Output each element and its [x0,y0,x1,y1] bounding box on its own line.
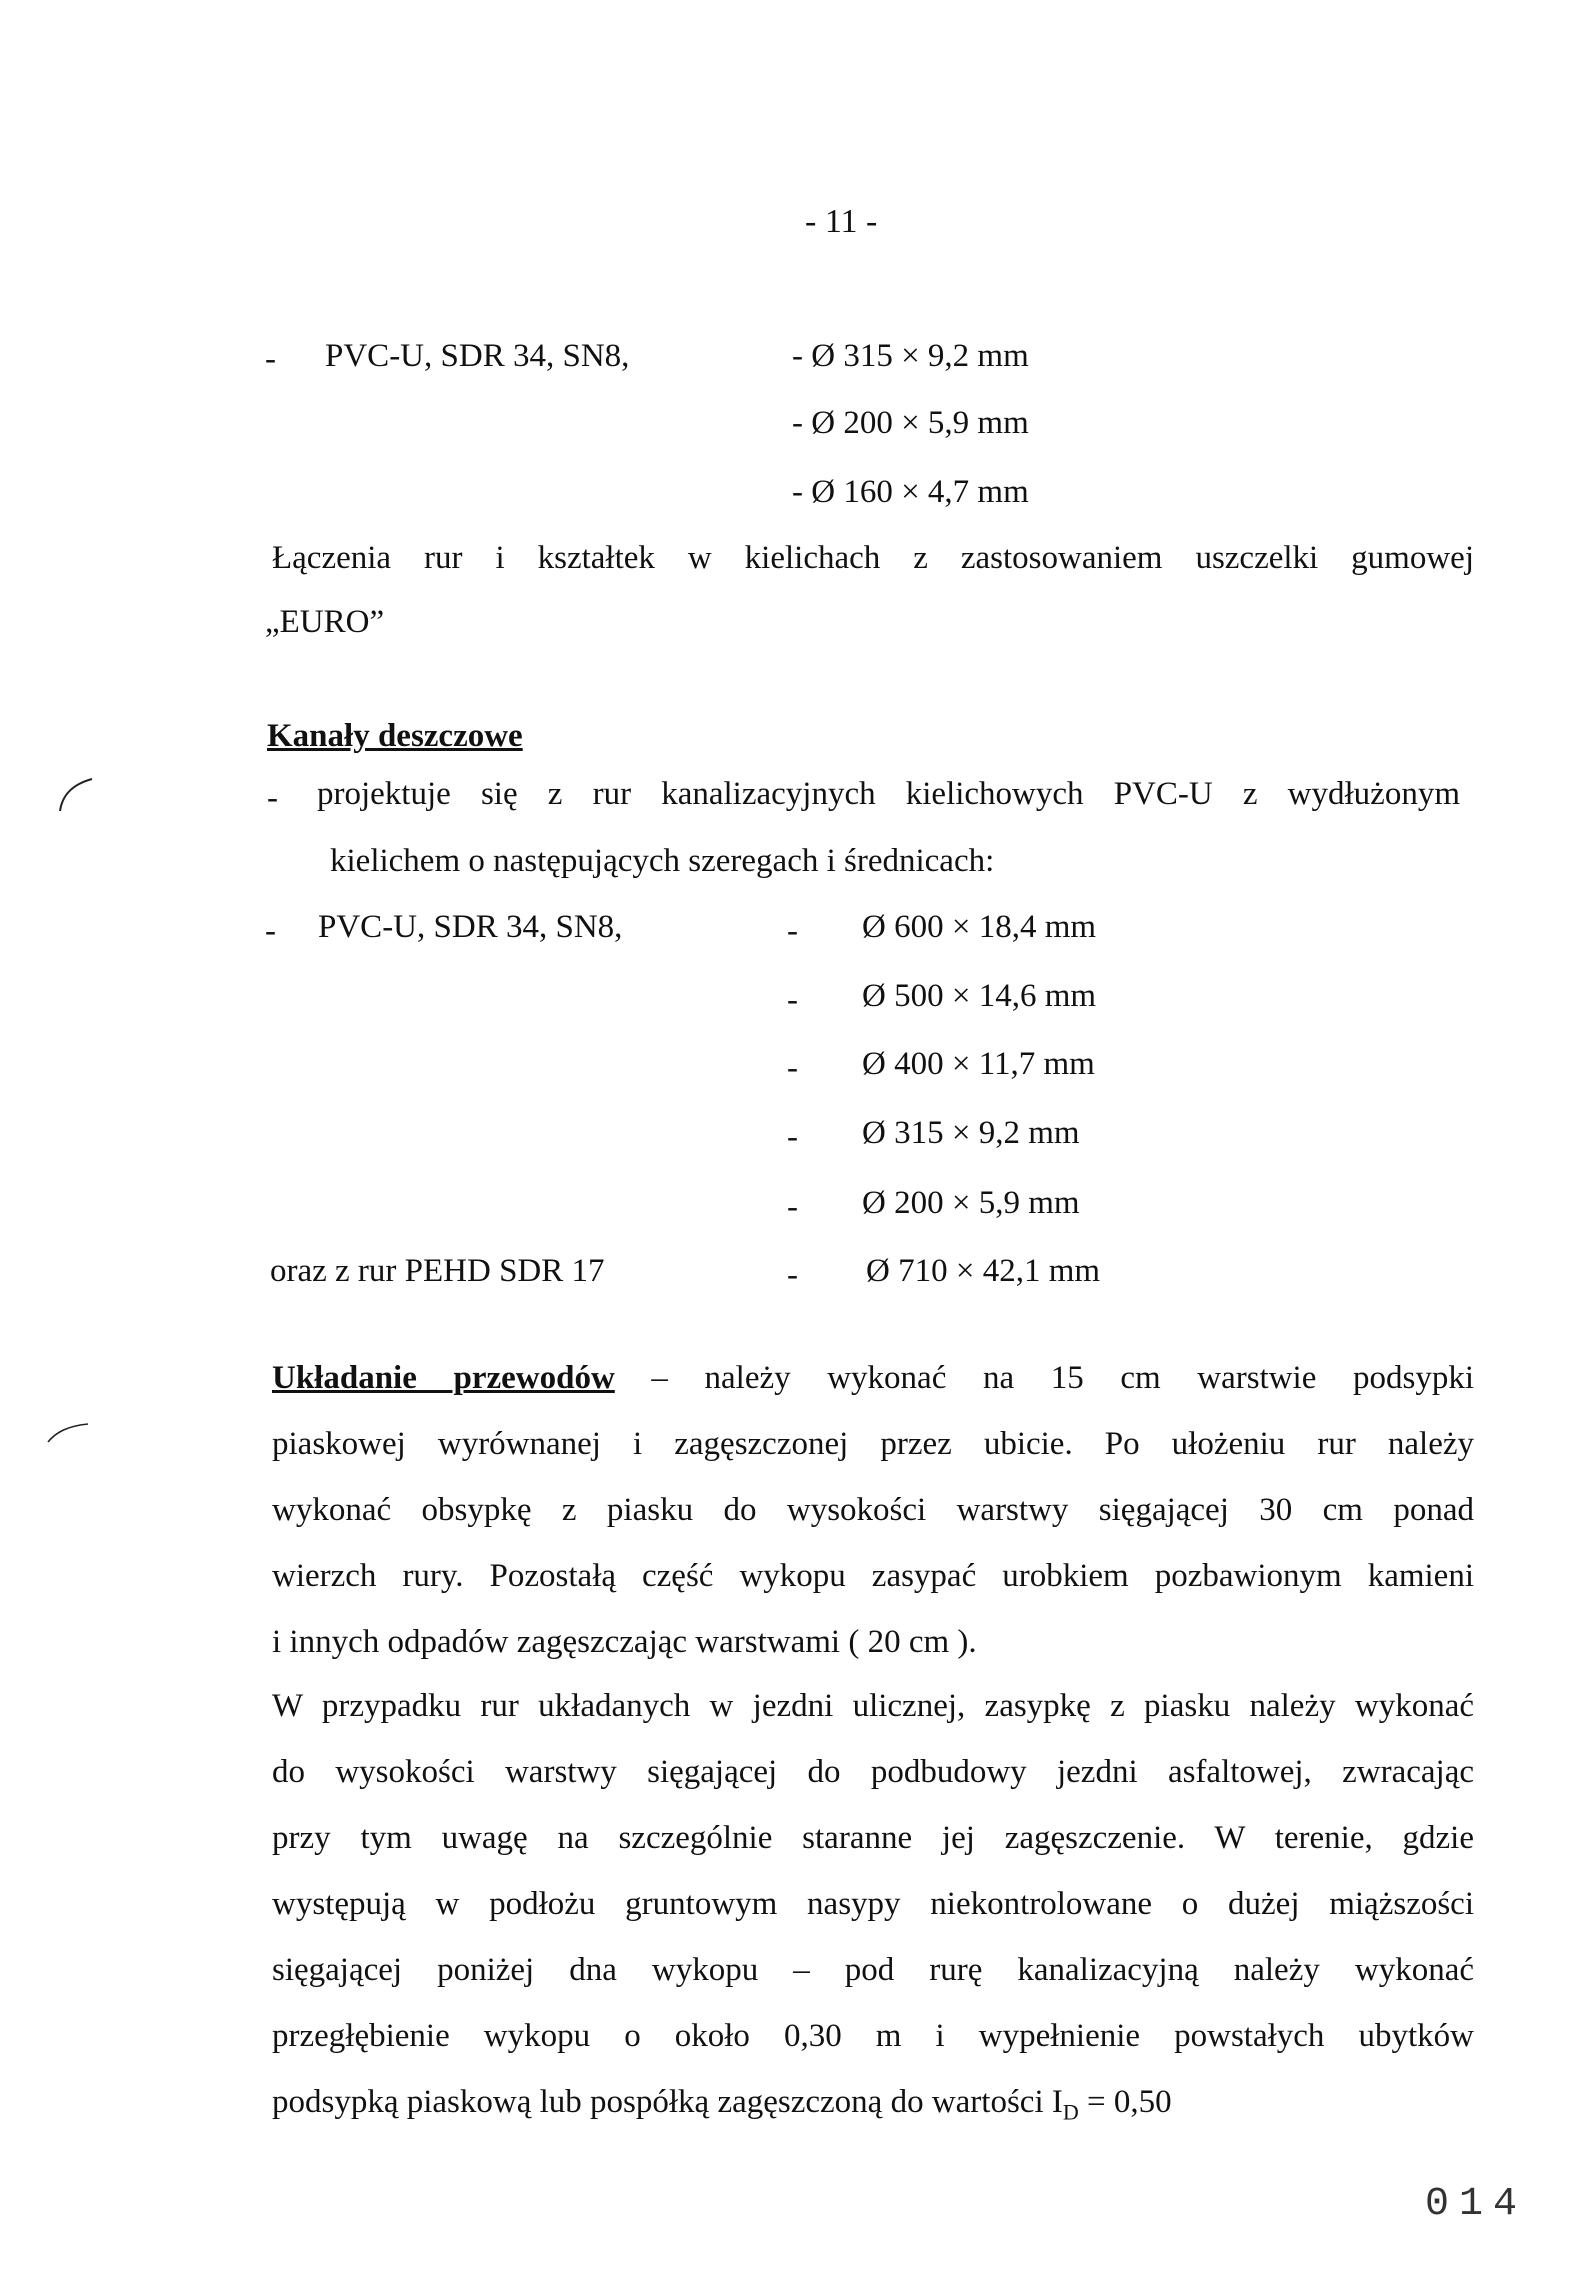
dimension-dash: - [787,1189,798,1225]
paragraph-line: do wysokości warstwy sięgającej do podbudowy jezdni asfaltowej, zwracając [272,1754,1474,1790]
paragraph-line: sięgającej poniżej dna wykopu – pod rurę kanalizacyjną należy wykonać [272,1952,1474,1988]
joint-paragraph-line: „EURO” [265,604,385,640]
joint-paragraph-line: Łączenia rur i kształtek w kielichach z zastosowaniem uszczelki gumowej [272,540,1474,576]
bullet-dash: - [267,780,278,816]
pehd-label: oraz z rur PEHD SDR 17 [270,1253,605,1289]
dimension-dash: - [787,1050,798,1086]
dimension-item: Ø 400 × 11,7 mm [862,1046,1095,1082]
dimension-item: Ø 600 × 18,4 mm [862,909,1097,945]
paragraph-line: przy tym uwagę na szczególnie staranne jej zagęszczenie. W terenie, gdzie [272,1820,1474,1856]
paragraph-line: W przypadku rur układanych w jezdni ulicznej, zasypkę z piasku należy wykonać [272,1688,1474,1724]
pipe-type-label: PVC-U, SDR 34, SN8, [325,338,630,374]
paragraph-line [272,1362,1474,1395]
paragraph-text: podsypką piaskową lub pospółką zagęszczoną do wartości I [272,2084,1063,2120]
pipe-dash: - [265,913,276,949]
dimension-dash: - [787,1119,798,1155]
dimension-item: Ø 710 × 42,1 mm [866,1253,1101,1289]
dimension-dash: - [787,913,798,949]
margin-mark [42,1418,92,1448]
page-number: - 11 - [805,203,878,240]
pipe-dash: - [265,341,276,377]
dimension-item: Ø 500 × 14,6 mm [862,978,1097,1014]
dimension-item: - Ø 315 × 9,2 mm [792,338,1029,374]
paragraph-line: wykonać obsypkę z piasku do wysokości warstwy sięgającej 30 cm ponad [272,1492,1474,1528]
section-heading: Kanały deszczowe [267,718,523,754]
description-line: kielichem o następujących szeregach i średnicach: [330,843,995,879]
paragraph-line [272,2086,1172,2124]
dimension-item: - Ø 160 × 4,7 mm [792,474,1029,510]
dimension-item: Ø 200 × 5,9 mm [862,1185,1080,1221]
paragraph-line: i innych odpadów zagęszczając warstwami ( 20 cm ). [272,1624,977,1660]
stamp-number: 014 [1425,2182,1528,2227]
paragraph-text: = 0,50 [1078,2084,1172,2120]
paragraph-line: przegłębienie wykopu o około 0,30 m i wypełnienie powstałych ubytków [272,2018,1474,2054]
dimension-dash: - [787,1257,798,1293]
paragraph-line: piaskowej wyrównanej i zagęszczonej przez ubicie. Po ułożeniu rur należy [272,1426,1474,1462]
pipe-type-label: PVC-U, SDR 34, SN8, [318,909,623,945]
description-line: projektuje się z rur kanalizacyjnych kielichowych PVC-U z wydłużonym [317,776,1460,812]
dimension-item: - Ø 200 × 5,9 mm [792,405,1029,441]
paragraph-text: – należy wykonać na 15 cm warstwie podsypki [651,1360,1474,1396]
dimension-item: Ø 315 × 9,2 mm [862,1115,1080,1151]
subscript-d: D [1062,2099,1079,2125]
paragraph-line: występują w podłożu gruntowym nasypy niekontrolowane o dużej miąższości [272,1886,1474,1922]
margin-mark [48,775,98,815]
section-heading: Układanie przewodów [272,1360,615,1396]
paragraph-line: wierzch rury. Pozostałą część wykopu zasypać urobkiem pozbawionym kamieni [272,1558,1474,1594]
dimension-dash: - [787,982,798,1018]
